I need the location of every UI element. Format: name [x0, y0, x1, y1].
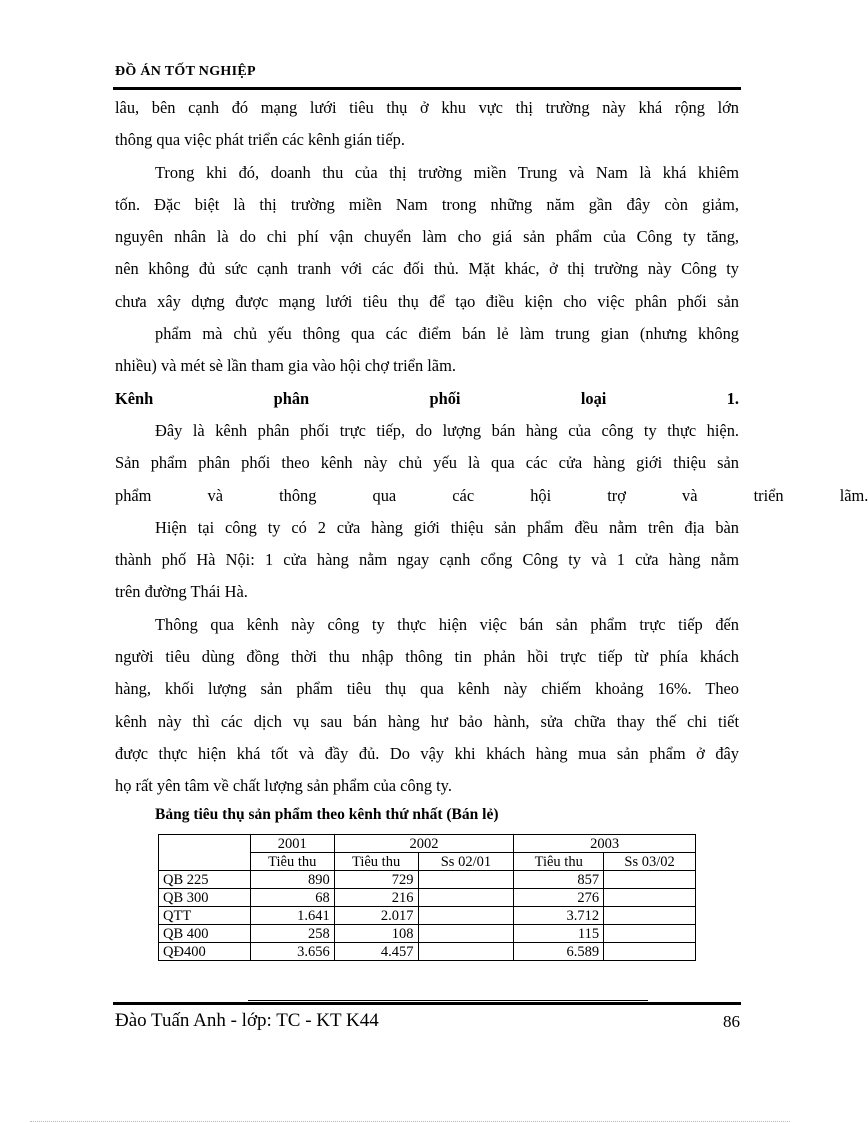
table-row [159, 925, 696, 943]
year-header: 2001 [250, 835, 334, 853]
cell-value: 258 [250, 925, 334, 943]
cell-value: 108 [334, 925, 418, 943]
text-line: Sản phẩm phân phối theo kênh này chủ yếu là qua các cửa hàng giới thiệu sản [115, 453, 739, 473]
cell-value: 68 [250, 889, 334, 907]
product-name: QB 225 [159, 871, 251, 889]
text-line: tốn. Đặc biệt là thị trường miền Nam trong những năm gần đây còn giảm, [115, 194, 739, 214]
table-subheader-row [159, 853, 696, 871]
table-corner-cell [159, 835, 251, 853]
product-name: QTT [159, 907, 251, 925]
table-row [159, 943, 696, 961]
document-header: ĐỒ ÁN TỐT NGHIỆP [115, 64, 256, 79]
cell-value: 6.589 [514, 943, 604, 961]
text-line: phẩm và thông qua các hội trợ và triển lãm. [115, 485, 868, 505]
table-row [159, 871, 696, 889]
text-line: lâu, bên cạnh đó mạng lưới tiêu thụ ở khu vực thị trường này khá rộng lớn [115, 98, 739, 117]
cell-value: 890 [250, 871, 334, 889]
text-line: Trong khi đó, doanh thu của thị trường miền Trung và Nam là khá khiêm [155, 162, 739, 182]
text-line: phẩm mà chủ yếu thông qua các điểm bán lẻ làm trung gian (nhưng không [155, 324, 739, 344]
cell-value [418, 871, 514, 889]
text-line: kênh này thì các dịch vụ sau bán hàng hư bảo hành, sửa chữa thay thế chi tiết [115, 711, 739, 731]
table-corner-cell [159, 853, 251, 871]
column-header: Ss 02/01 [418, 853, 514, 871]
cell-value [604, 871, 696, 889]
text-line: họ rất yên tâm về chất lượng sản phẩm của công ty. [115, 776, 452, 796]
page-number: 86 [723, 1012, 740, 1031]
cell-value [418, 907, 514, 925]
column-header: Ss 03/02 [604, 853, 696, 871]
product-name: QĐ400 [159, 943, 251, 961]
column-header: Tiêu thu [514, 853, 604, 871]
table-year-row [159, 835, 696, 853]
section-heading: Kênh phân phối loại 1. [115, 388, 739, 408]
table-title: Bảng tiêu thụ sản phẩm theo kênh thứ nhất (Bán lẻ) [155, 806, 499, 823]
text-line: hàng, khối lượng sản phẩm tiêu thụ qua kênh này chiếm khoảng 16%. Theo [115, 679, 739, 699]
text-line: Đây là kênh phân phối trực tiếp, do lượng bán hàng của công ty thực hiện. [155, 420, 739, 440]
footer-author: Đào Tuấn Anh - lớp: TC - KT K44 [115, 1010, 379, 1031]
page-edge [30, 1121, 790, 1122]
cell-value: 3.656 [250, 943, 334, 961]
sales-table [158, 834, 696, 961]
text-line: nên không đủ sức cạnh tranh với các đối thủ. Mặt khác, ở thị trường này Công ty [115, 259, 739, 279]
text-line: người tiêu dùng đồng thời thu nhập thông tin phản hồi trực tiếp từ phía khách [115, 647, 739, 667]
footer-thin-rule [248, 1000, 648, 1001]
cell-value: 115 [514, 925, 604, 943]
year-header: 2002 [334, 835, 514, 853]
cell-value: 3.712 [514, 907, 604, 925]
text-line: trên đường Thái Hà. [115, 582, 248, 602]
cell-value [604, 925, 696, 943]
cell-value [604, 943, 696, 961]
cell-value: 857 [514, 871, 604, 889]
cell-value [418, 925, 514, 943]
cell-value [604, 889, 696, 907]
footer-rule [113, 1002, 741, 1005]
text-line: Thông qua kênh này công ty thực hiện việc bán sản phẩm trực tiếp đến [155, 614, 739, 634]
text-line: thành phố Hà Nội: 1 cửa hàng nằm ngay cạnh cổng Công ty và 1 cửa hàng nằm [115, 550, 739, 570]
cell-value [418, 943, 514, 961]
header-rule [113, 87, 741, 90]
year-header: 2003 [514, 835, 696, 853]
cell-value: 2.017 [334, 907, 418, 925]
column-header: Tiêu thu [250, 853, 334, 871]
text-line: Hiện tại công ty có 2 cửa hàng giới thiệu sản phẩm đều nằm trên địa bàn [155, 517, 739, 537]
column-header: Tiêu thu [334, 853, 418, 871]
cell-value: 4.457 [334, 943, 418, 961]
cell-value: 729 [334, 871, 418, 889]
cell-value: 276 [514, 889, 604, 907]
text-line: nguyên nhân là do chi phí vận chuyển làm cho giá sản phẩm của Công ty tăng, [115, 227, 739, 247]
text-line: thông qua việc phát triển các kênh gián tiếp. [115, 130, 405, 150]
cell-value [418, 889, 514, 907]
product-name: QB 400 [159, 925, 251, 943]
product-name: QB 300 [159, 889, 251, 907]
cell-value [604, 907, 696, 925]
body-text [115, 92, 868, 803]
text-line: chưa xây dựng được mạng lưới tiêu thụ để tạo điều kiện cho việc phân phối sản [115, 291, 739, 311]
cell-value: 216 [334, 889, 418, 907]
cell-value: 1.641 [250, 907, 334, 925]
text-line: nhiều) và mét sè lần tham gia vào hội chợ triển lãm. [115, 356, 456, 376]
text-line: được thực hiện khá tốt và đầy đủ. Do vậy khi khách hàng mua sản phẩm ở đây [115, 743, 739, 763]
table-row [159, 889, 696, 907]
table-row [159, 907, 696, 925]
